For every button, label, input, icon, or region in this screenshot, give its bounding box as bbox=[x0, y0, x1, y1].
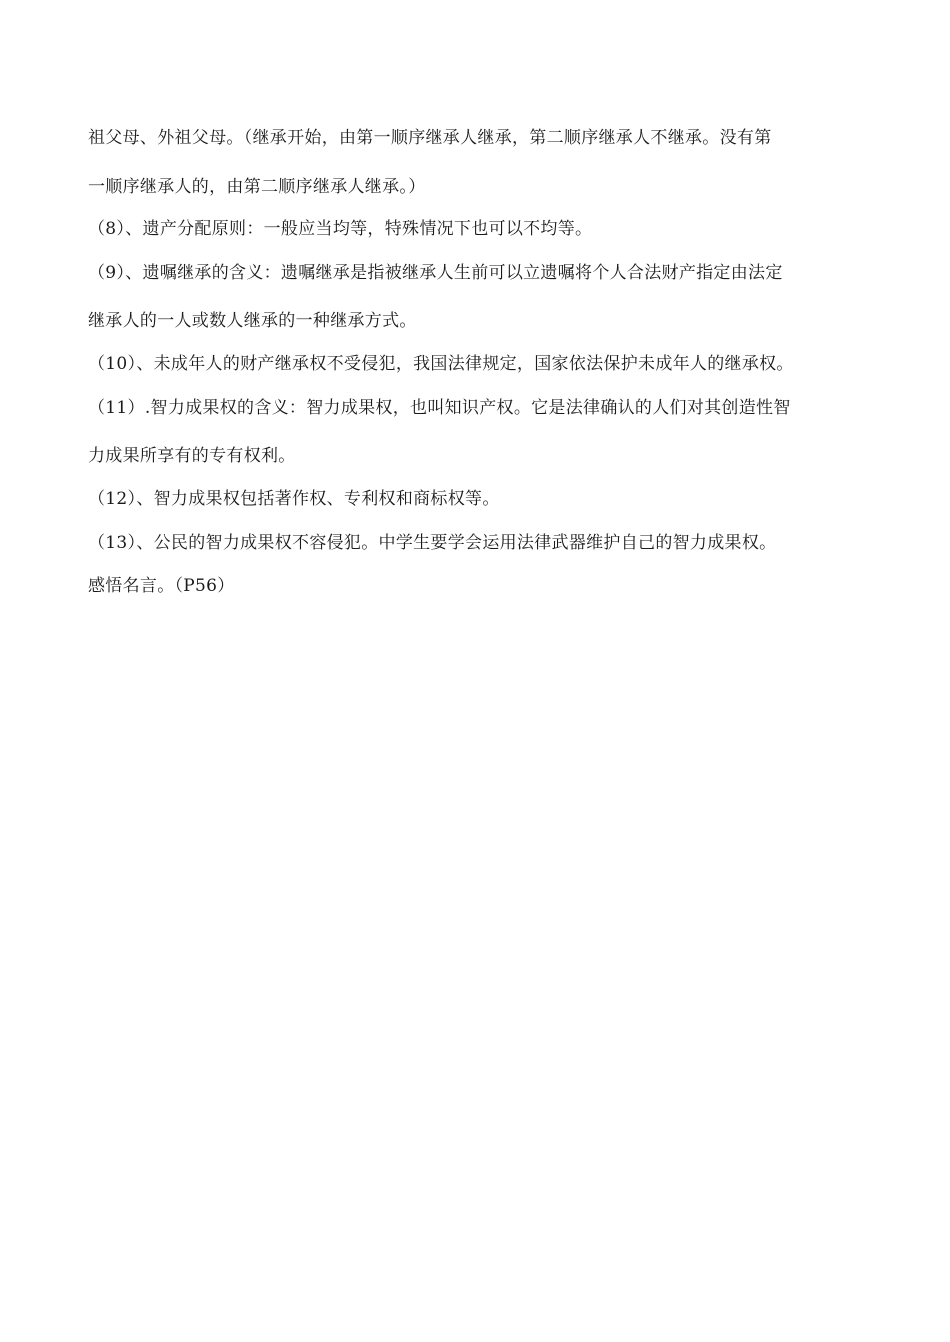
paragraph-line: （12）、智力成果权包括著作权、专利权和商标权等。 bbox=[88, 489, 500, 509]
paragraph-line: 感悟名言。（P56） bbox=[88, 576, 235, 596]
paragraph-line: （8）、遗产分配原则：一般应当均等，特殊情况下也可以不均等。 bbox=[88, 219, 593, 239]
paragraph-line: 一顺序继承人的，由第二顺序继承人继承。） bbox=[88, 177, 426, 197]
paragraph-line: 力成果所享有的专有权利。 bbox=[88, 446, 296, 466]
paragraph-line: （13）、公民的智力成果权不容侵犯。中学生要学会运用法律武器维护自己的智力成果权。 bbox=[88, 533, 777, 553]
paragraph-line: 继承人的一人或数人继承的一种继承方式。 bbox=[88, 311, 417, 331]
paragraph-line: （10）、未成年人的财产继承权不受侵犯，我国法律规定，国家依法保护未成年人的继承权。 bbox=[88, 354, 794, 374]
paragraph-line: （9）、遗嘱继承的含义：遗嘱继承是指被继承人生前可以立遗嘱将个人合法财产指定由法定 bbox=[88, 263, 783, 283]
paragraph-line: 祖父母、外祖父母。（继承开始，由第一顺序继承人继承，第二顺序继承人不继承。没有第 bbox=[88, 128, 772, 148]
paragraph-line: （11）.智力成果权的含义：智力成果权，也叫知识产权。它是法律确认的人们对其创造性智 bbox=[88, 398, 791, 418]
